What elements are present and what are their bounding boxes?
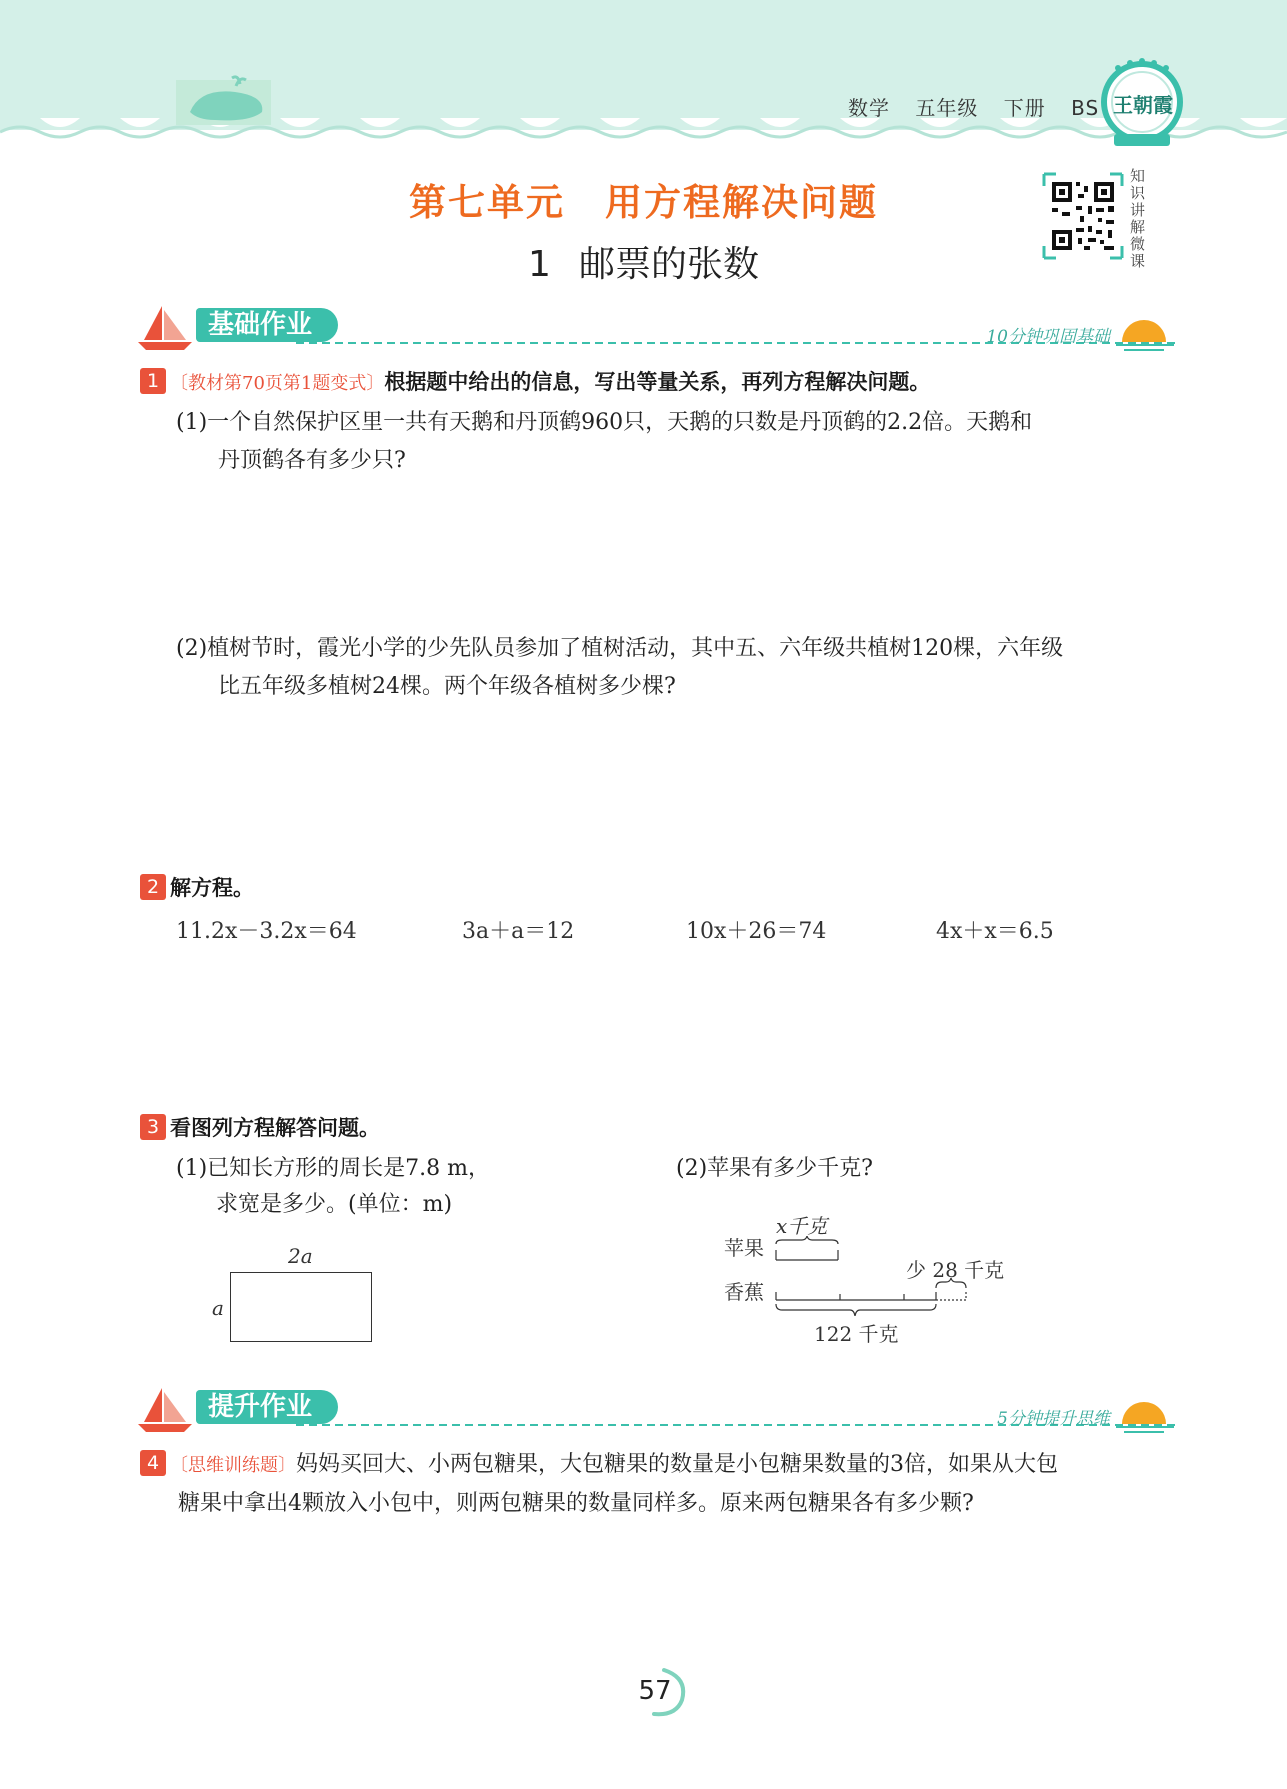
question-4-line2: 糖果中拿出4颗放入小包中，则两包糖果的数量同样多。原来两包糖果各有多少颗?: [178, 1491, 974, 1516]
question-1-part2-line2: 比五年级多植树24棵。两个年级各植树多少棵?: [218, 674, 676, 699]
question-4-number: 4: [140, 1450, 166, 1476]
question-4: [140, 1446, 1190, 1523]
section-advanced-time: 5分钟提升思维: [997, 1409, 1110, 1429]
equation-4: 4x＋x＝6.5: [936, 919, 1054, 944]
whale-icon: [176, 77, 271, 125]
question-4-source: 〔思维训练题〕: [170, 1455, 296, 1476]
question-1-source: 〔教材第70页第1题变式〕: [170, 373, 385, 394]
brand-logo: [1100, 56, 1184, 152]
sailboat-icon: [136, 304, 196, 354]
question-3-part1-line1: (1)已知长方形的周长是7.8 m，: [176, 1156, 491, 1181]
question-1: [140, 366, 1180, 480]
question-2-prompt: 解方程。: [170, 876, 254, 900]
question-1-part2-line1: (2)植树节时，霞光小学的少先队员参加了植树活动，其中五、六年级共植树120棵，六年级: [176, 636, 1064, 661]
question-1-prompt: 根据题中给出的信息，写出等量关系，再列方程解决问题。: [384, 370, 931, 394]
section-advanced-header: [136, 1386, 1176, 1436]
question-3-prompt: 看图列方程解答问题。: [170, 1116, 380, 1140]
question-2-number: 2: [140, 874, 166, 900]
banana-label: 香蕉: [724, 1280, 764, 1304]
book-info: [848, 92, 1117, 121]
equation-2: 3a＋a＝12: [462, 919, 575, 944]
grade-label: 五年级: [915, 96, 979, 120]
question-1-part1-line2: 丹顶鹤各有多少只?: [218, 448, 406, 473]
section-basic-label: 基础作业: [196, 308, 338, 342]
rect-width-label: a: [212, 1296, 224, 1320]
lesson-number: 1: [528, 244, 551, 285]
question-4-line1: 妈妈买回大、小两包糖果，大包糖果的数量是小包糖果数量的3倍，如果从大包: [296, 1452, 1058, 1477]
apple-amount-label: x千克: [776, 1214, 828, 1238]
rect-length-label: 2a: [288, 1244, 313, 1268]
qr-caption: 知识讲解微课: [1130, 167, 1146, 270]
rectangle-figure: [230, 1272, 372, 1342]
volume-label: 下册: [1003, 96, 1046, 120]
question-1-number: 1: [140, 368, 166, 394]
question-3-number: 3: [140, 1114, 166, 1140]
banana-less-label: 少 28 千克: [906, 1258, 1005, 1282]
total-label: 122 千克: [814, 1322, 899, 1346]
question-1-part1-line1: (1)一个自然保护区里一共有天鹅和丹顶鹤960只，天鹅的只数是丹顶鹤的2.2倍。天鹅和: [176, 410, 1033, 435]
sunset-icon: [1114, 312, 1176, 354]
question-3-part1-line2: 求宽是多少。(单位：m): [216, 1192, 453, 1217]
question-1-part2: [140, 630, 1180, 706]
apple-label: 苹果: [724, 1236, 764, 1260]
section-advanced-label: 提升作业: [196, 1390, 338, 1424]
unit-number: 第七单元: [409, 181, 565, 224]
brand-name: 王朝霞: [1113, 93, 1173, 117]
unit-topic: 用方程解决问题: [605, 181, 878, 224]
bar-model-diagram: [770, 1236, 976, 1316]
page-number: 57: [638, 1676, 672, 1706]
question-2: [140, 872, 1180, 904]
sunset-icon: [1114, 1394, 1176, 1436]
question-3: [140, 1112, 1180, 1144]
subject-label: 数学: [848, 96, 890, 120]
qr-code-icon[interactable]: [1042, 172, 1124, 260]
section-basic-header: [136, 304, 1176, 354]
section-basic-time: 10分钟巩固基础: [986, 327, 1110, 347]
edition-label: BS: [1071, 96, 1100, 120]
lesson-name: 邮票的张数: [578, 244, 759, 285]
equation-3: 10x＋26＝74: [686, 919, 827, 944]
sailboat-icon: [136, 1386, 196, 1436]
question-3-part2: (2)苹果有多少千克?: [676, 1156, 873, 1181]
equation-1: 11.2x－3.2x＝64: [176, 919, 357, 944]
header-band: [0, 0, 1287, 150]
